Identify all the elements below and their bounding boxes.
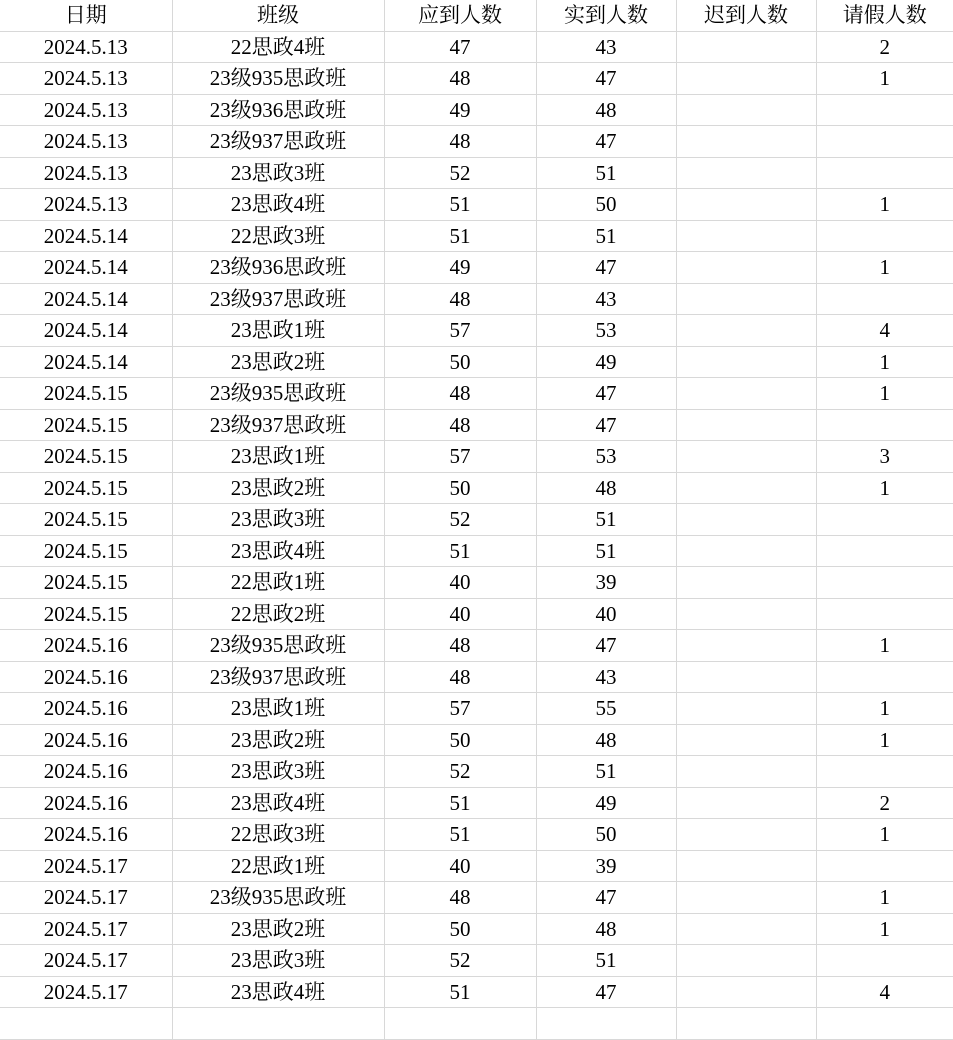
cell-expected: 51 bbox=[384, 220, 536, 252]
cell-late bbox=[676, 1008, 816, 1040]
cell-leave: 4 bbox=[816, 315, 953, 347]
cell-late bbox=[676, 693, 816, 725]
cell-class: 23级937思政班 bbox=[172, 283, 384, 315]
cell-class: 23思政3班 bbox=[172, 945, 384, 977]
cell-actual: 47 bbox=[536, 63, 676, 95]
table-row bbox=[0, 220, 953, 252]
cell-leave: 2 bbox=[816, 31, 953, 63]
cell-leave bbox=[816, 567, 953, 599]
cell-date: 2024.5.15 bbox=[0, 441, 172, 473]
table-row bbox=[0, 378, 953, 410]
cell-late bbox=[676, 913, 816, 945]
cell-late bbox=[676, 472, 816, 504]
cell-date: 2024.5.13 bbox=[0, 157, 172, 189]
table-row bbox=[0, 346, 953, 378]
cell-class: 23思政4班 bbox=[172, 787, 384, 819]
cell-expected: 40 bbox=[384, 850, 536, 882]
table-row bbox=[0, 913, 953, 945]
cell-date: 2024.5.16 bbox=[0, 630, 172, 662]
cell-actual: 53 bbox=[536, 315, 676, 347]
cell-late bbox=[676, 63, 816, 95]
cell-expected: 57 bbox=[384, 693, 536, 725]
cell-actual: 55 bbox=[536, 693, 676, 725]
table-row bbox=[0, 850, 953, 882]
cell-late bbox=[676, 315, 816, 347]
cell-actual: 47 bbox=[536, 409, 676, 441]
table-row bbox=[0, 661, 953, 693]
cell-expected: 50 bbox=[384, 346, 536, 378]
cell-actual: 43 bbox=[536, 661, 676, 693]
cell-leave bbox=[816, 598, 953, 630]
cell-date: 2024.5.16 bbox=[0, 661, 172, 693]
table-row bbox=[0, 252, 953, 284]
cell-date: 2024.5.15 bbox=[0, 409, 172, 441]
table-row bbox=[0, 283, 953, 315]
cell-leave: 1 bbox=[816, 693, 953, 725]
cell-leave: 1 bbox=[816, 913, 953, 945]
cell-class: 23思政4班 bbox=[172, 535, 384, 567]
cell-expected: 40 bbox=[384, 598, 536, 630]
cell-class: 23思政3班 bbox=[172, 756, 384, 788]
cell-leave bbox=[816, 1008, 953, 1040]
cell-leave bbox=[816, 661, 953, 693]
cell-expected: 48 bbox=[384, 882, 536, 914]
column-header-late: 迟到人数 bbox=[676, 0, 816, 31]
cell-actual bbox=[536, 1008, 676, 1040]
table-row bbox=[0, 472, 953, 504]
cell-actual: 43 bbox=[536, 31, 676, 63]
cell-expected: 48 bbox=[384, 661, 536, 693]
cell-actual: 51 bbox=[536, 535, 676, 567]
cell-date: 2024.5.14 bbox=[0, 346, 172, 378]
table-row bbox=[0, 504, 953, 536]
cell-late bbox=[676, 346, 816, 378]
cell-date: 2024.5.13 bbox=[0, 63, 172, 95]
cell-class: 23思政4班 bbox=[172, 976, 384, 1008]
cell-actual: 51 bbox=[536, 157, 676, 189]
cell-date: 2024.5.16 bbox=[0, 756, 172, 788]
cell-date: 2024.5.15 bbox=[0, 567, 172, 599]
cell-actual: 51 bbox=[536, 756, 676, 788]
cell-date bbox=[0, 1008, 172, 1040]
cell-late bbox=[676, 724, 816, 756]
cell-actual: 50 bbox=[536, 819, 676, 851]
cell-actual: 47 bbox=[536, 126, 676, 158]
cell-late bbox=[676, 283, 816, 315]
cell-leave bbox=[816, 945, 953, 977]
cell-class: 22思政1班 bbox=[172, 850, 384, 882]
cell-actual: 47 bbox=[536, 630, 676, 662]
cell-leave bbox=[816, 850, 953, 882]
cell-class: 23级935思政班 bbox=[172, 630, 384, 662]
cell-class: 23思政1班 bbox=[172, 693, 384, 725]
cell-date: 2024.5.14 bbox=[0, 315, 172, 347]
cell-leave: 2 bbox=[816, 787, 953, 819]
cell-date: 2024.5.13 bbox=[0, 31, 172, 63]
cell-date: 2024.5.16 bbox=[0, 787, 172, 819]
table-row bbox=[0, 94, 953, 126]
cell-actual: 43 bbox=[536, 283, 676, 315]
cell-expected: 50 bbox=[384, 472, 536, 504]
cell-leave: 1 bbox=[816, 378, 953, 410]
cell-expected: 51 bbox=[384, 787, 536, 819]
cell-late bbox=[676, 661, 816, 693]
cell-leave: 1 bbox=[816, 630, 953, 662]
cell-class: 23级937思政班 bbox=[172, 661, 384, 693]
cell-expected: 40 bbox=[384, 567, 536, 599]
table-row bbox=[0, 157, 953, 189]
table-row bbox=[0, 945, 953, 977]
cell-class: 23思政4班 bbox=[172, 189, 384, 221]
cell-leave: 1 bbox=[816, 724, 953, 756]
cell-class: 22思政1班 bbox=[172, 567, 384, 599]
cell-expected: 50 bbox=[384, 913, 536, 945]
cell-leave: 1 bbox=[816, 189, 953, 221]
cell-class: 23级935思政班 bbox=[172, 63, 384, 95]
cell-leave bbox=[816, 409, 953, 441]
cell-date: 2024.5.17 bbox=[0, 882, 172, 914]
table-row bbox=[0, 315, 953, 347]
table-row bbox=[0, 630, 953, 662]
cell-expected: 48 bbox=[384, 378, 536, 410]
cell-expected: 51 bbox=[384, 189, 536, 221]
table-row bbox=[0, 567, 953, 599]
cell-late bbox=[676, 409, 816, 441]
cell-expected: 49 bbox=[384, 94, 536, 126]
cell-late bbox=[676, 630, 816, 662]
cell-expected: 57 bbox=[384, 315, 536, 347]
cell-late bbox=[676, 126, 816, 158]
table-row bbox=[0, 441, 953, 473]
cell-class bbox=[172, 1008, 384, 1040]
cell-late bbox=[676, 252, 816, 284]
column-header-date: 日期 bbox=[0, 0, 172, 31]
cell-class: 23思政1班 bbox=[172, 441, 384, 473]
cell-leave: 1 bbox=[816, 346, 953, 378]
cell-expected: 52 bbox=[384, 504, 536, 536]
cell-leave bbox=[816, 220, 953, 252]
cell-date: 2024.5.17 bbox=[0, 913, 172, 945]
cell-class: 23级937思政班 bbox=[172, 126, 384, 158]
cell-actual: 39 bbox=[536, 567, 676, 599]
cell-date: 2024.5.15 bbox=[0, 378, 172, 410]
table-row bbox=[0, 535, 953, 567]
cell-leave: 1 bbox=[816, 472, 953, 504]
column-header-leave: 请假人数 bbox=[816, 0, 953, 31]
cell-late bbox=[676, 787, 816, 819]
cell-actual: 47 bbox=[536, 378, 676, 410]
cell-class: 23级935思政班 bbox=[172, 882, 384, 914]
cell-late bbox=[676, 976, 816, 1008]
cell-class: 23思政2班 bbox=[172, 724, 384, 756]
cell-class: 23级936思政班 bbox=[172, 252, 384, 284]
table-header bbox=[0, 0, 953, 31]
cell-expected: 52 bbox=[384, 945, 536, 977]
cell-leave bbox=[816, 157, 953, 189]
column-header-actual: 实到人数 bbox=[536, 0, 676, 31]
cell-class: 23思政2班 bbox=[172, 913, 384, 945]
cell-late bbox=[676, 882, 816, 914]
cell-date: 2024.5.15 bbox=[0, 535, 172, 567]
cell-late bbox=[676, 31, 816, 63]
table-row bbox=[0, 756, 953, 788]
cell-expected: 52 bbox=[384, 157, 536, 189]
cell-actual: 47 bbox=[536, 882, 676, 914]
cell-leave bbox=[816, 283, 953, 315]
cell-class: 23级935思政班 bbox=[172, 378, 384, 410]
cell-late bbox=[676, 378, 816, 410]
cell-class: 23思政1班 bbox=[172, 315, 384, 347]
cell-actual: 51 bbox=[536, 504, 676, 536]
table-row bbox=[0, 63, 953, 95]
cell-date: 2024.5.17 bbox=[0, 976, 172, 1008]
cell-date: 2024.5.15 bbox=[0, 504, 172, 536]
cell-leave bbox=[816, 94, 953, 126]
cell-date: 2024.5.15 bbox=[0, 598, 172, 630]
cell-actual: 49 bbox=[536, 787, 676, 819]
cell-date: 2024.5.13 bbox=[0, 94, 172, 126]
table-row bbox=[0, 31, 953, 63]
cell-date: 2024.5.13 bbox=[0, 189, 172, 221]
cell-class: 23思政3班 bbox=[172, 504, 384, 536]
cell-expected: 48 bbox=[384, 63, 536, 95]
cell-leave: 1 bbox=[816, 252, 953, 284]
cell-late bbox=[676, 504, 816, 536]
cell-leave: 3 bbox=[816, 441, 953, 473]
cell-late bbox=[676, 945, 816, 977]
cell-date: 2024.5.13 bbox=[0, 126, 172, 158]
cell-late bbox=[676, 441, 816, 473]
cell-class: 22思政3班 bbox=[172, 819, 384, 851]
cell-actual: 47 bbox=[536, 252, 676, 284]
cell-expected: 52 bbox=[384, 756, 536, 788]
cell-date: 2024.5.14 bbox=[0, 252, 172, 284]
cell-date: 2024.5.17 bbox=[0, 945, 172, 977]
cell-leave bbox=[816, 756, 953, 788]
cell-actual: 53 bbox=[536, 441, 676, 473]
cell-expected: 48 bbox=[384, 409, 536, 441]
cell-class: 23思政3班 bbox=[172, 157, 384, 189]
cell-class: 23级937思政班 bbox=[172, 409, 384, 441]
cell-actual: 49 bbox=[536, 346, 676, 378]
cell-class: 23级936思政班 bbox=[172, 94, 384, 126]
cell-late bbox=[676, 189, 816, 221]
cell-actual: 40 bbox=[536, 598, 676, 630]
cell-actual: 51 bbox=[536, 945, 676, 977]
cell-expected: 48 bbox=[384, 630, 536, 662]
cell-late bbox=[676, 567, 816, 599]
cell-date: 2024.5.16 bbox=[0, 724, 172, 756]
cell-date: 2024.5.14 bbox=[0, 220, 172, 252]
cell-actual: 48 bbox=[536, 913, 676, 945]
cell-actual: 48 bbox=[536, 94, 676, 126]
table-row bbox=[0, 882, 953, 914]
cell-actual: 50 bbox=[536, 189, 676, 221]
cell-late bbox=[676, 220, 816, 252]
cell-expected: 50 bbox=[384, 724, 536, 756]
cell-late bbox=[676, 756, 816, 788]
cell-actual: 47 bbox=[536, 976, 676, 1008]
header-row bbox=[0, 0, 953, 31]
cell-late bbox=[676, 157, 816, 189]
cell-date: 2024.5.16 bbox=[0, 693, 172, 725]
table-row bbox=[0, 787, 953, 819]
cell-actual: 48 bbox=[536, 724, 676, 756]
cell-leave: 1 bbox=[816, 882, 953, 914]
table-row bbox=[0, 724, 953, 756]
cell-late bbox=[676, 535, 816, 567]
cell-late bbox=[676, 819, 816, 851]
cell-date: 2024.5.14 bbox=[0, 283, 172, 315]
cell-date: 2024.5.17 bbox=[0, 850, 172, 882]
column-header-expected: 应到人数 bbox=[384, 0, 536, 31]
cell-expected: 48 bbox=[384, 126, 536, 158]
cell-late bbox=[676, 850, 816, 882]
table-row bbox=[0, 693, 953, 725]
cell-expected: 51 bbox=[384, 535, 536, 567]
cell-expected: 51 bbox=[384, 819, 536, 851]
cell-leave: 4 bbox=[816, 976, 953, 1008]
table-body bbox=[0, 31, 953, 1039]
cell-leave bbox=[816, 504, 953, 536]
cell-late bbox=[676, 598, 816, 630]
cell-expected bbox=[384, 1008, 536, 1040]
cell-leave: 1 bbox=[816, 819, 953, 851]
cell-expected: 49 bbox=[384, 252, 536, 284]
table-row bbox=[0, 189, 953, 221]
cell-expected: 47 bbox=[384, 31, 536, 63]
cell-actual: 39 bbox=[536, 850, 676, 882]
cell-leave bbox=[816, 535, 953, 567]
cell-leave: 1 bbox=[816, 63, 953, 95]
cell-expected: 51 bbox=[384, 976, 536, 1008]
cell-expected: 57 bbox=[384, 441, 536, 473]
cell-leave bbox=[816, 126, 953, 158]
cell-date: 2024.5.15 bbox=[0, 472, 172, 504]
table-row bbox=[0, 409, 953, 441]
cell-class: 23思政2班 bbox=[172, 346, 384, 378]
column-header-class: 班级 bbox=[172, 0, 384, 31]
cell-expected: 48 bbox=[384, 283, 536, 315]
table-row bbox=[0, 1008, 953, 1040]
cell-actual: 51 bbox=[536, 220, 676, 252]
cell-actual: 48 bbox=[536, 472, 676, 504]
table-row bbox=[0, 976, 953, 1008]
table-row bbox=[0, 126, 953, 158]
cell-date: 2024.5.16 bbox=[0, 819, 172, 851]
cell-class: 23思政2班 bbox=[172, 472, 384, 504]
cell-class: 22思政4班 bbox=[172, 31, 384, 63]
cell-late bbox=[676, 94, 816, 126]
table-row bbox=[0, 598, 953, 630]
cell-class: 22思政3班 bbox=[172, 220, 384, 252]
table-row bbox=[0, 819, 953, 851]
cell-class: 22思政2班 bbox=[172, 598, 384, 630]
